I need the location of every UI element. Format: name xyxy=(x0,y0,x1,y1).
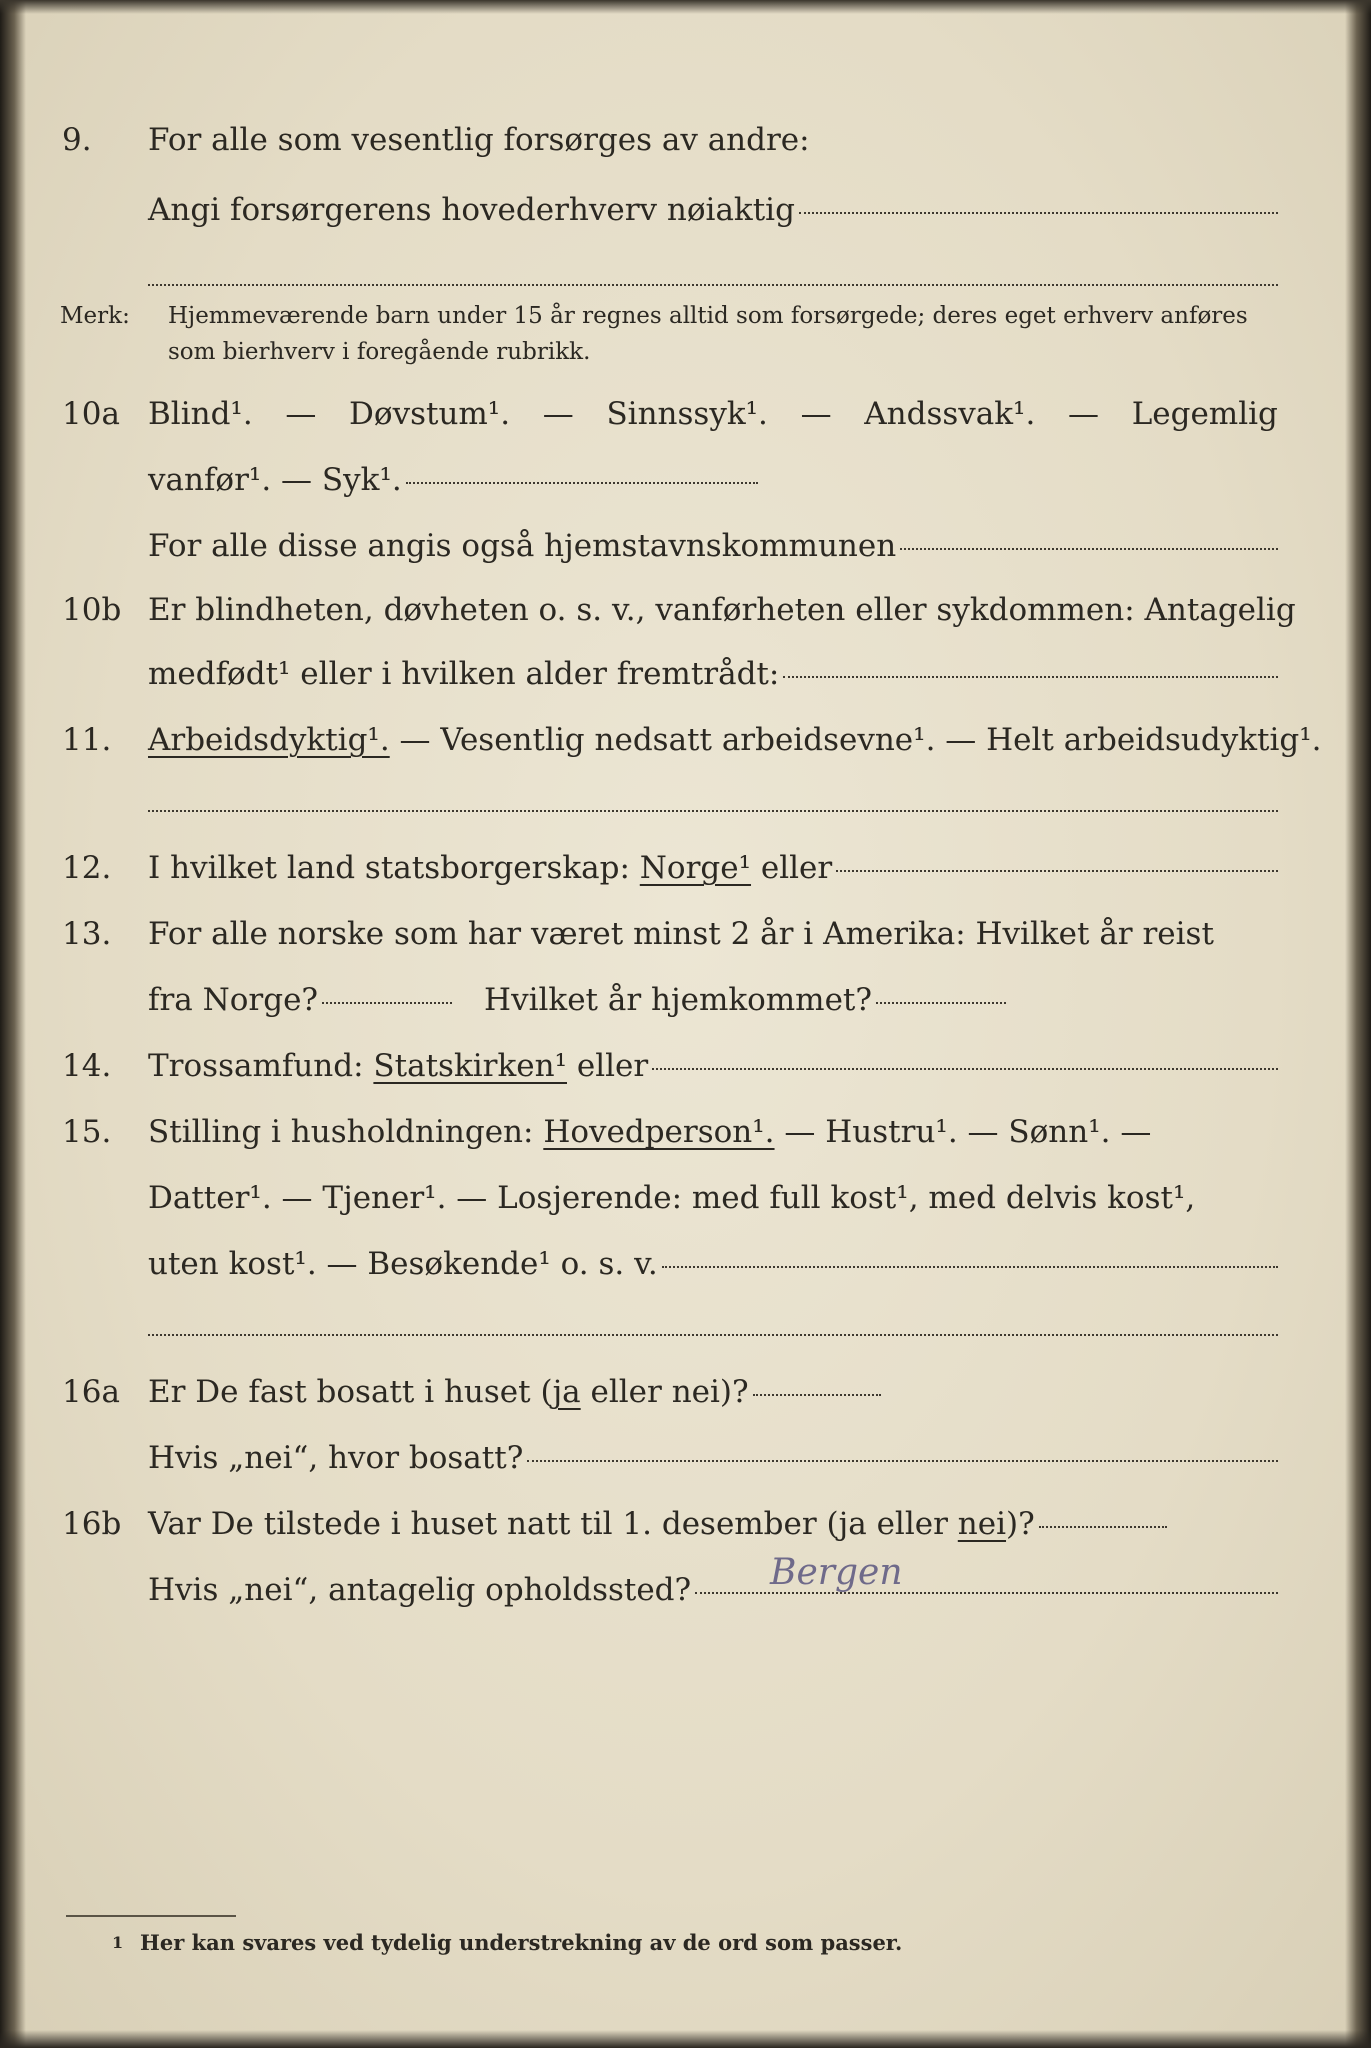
handwritten-answer-bergen: Bergen xyxy=(770,1552,903,1593)
q10a-option-andssvak: Andssvak¹. xyxy=(864,396,1036,432)
q9-prompt: Angi forsørgerens hovederhverv nøiaktig xyxy=(148,192,795,228)
q15-line3 xyxy=(148,1238,1278,1290)
q10a-line1 xyxy=(62,388,1278,440)
q10a-hjemstavn-field[interactable] xyxy=(900,520,1278,550)
q14-answer-field[interactable] xyxy=(652,1040,1278,1070)
merk-text: Hjemmeværende barn under 15 år regnes alltid som forsørgede; deres eget erhverv anføres som bierhverv i foregående rubrikk. xyxy=(168,303,1248,365)
q15-extra-answer-line[interactable] xyxy=(148,1334,1278,1336)
q15-options-b: Datter¹. — Tjener¹. — Losjerende: med full kost¹, med delvis kost¹, xyxy=(148,1180,1196,1216)
q9-line2 xyxy=(148,184,1278,236)
merk-note xyxy=(60,298,1280,372)
page-edge-top xyxy=(0,0,1371,14)
footnote-text: Her kan svares ved tydelig understrekning av de ord som passer. xyxy=(140,1930,903,1955)
q10a-option-blind: Blind¹. xyxy=(148,396,253,432)
q10a-option-dovstum: Døvstum¹. xyxy=(349,396,511,432)
q10b-line2 xyxy=(148,648,1278,700)
q9-answer-field[interactable] xyxy=(799,184,1278,214)
q10a-hjemstavn-prompt: For alle disse angis også hjemstavnskommunen xyxy=(148,528,897,564)
q13-line2 xyxy=(148,974,1278,1026)
q12-line xyxy=(62,842,1278,894)
q12-selected-country[interactable]: Norge¹ xyxy=(639,850,752,886)
q16b-answer-field[interactable] xyxy=(1039,1498,1167,1528)
q14-line xyxy=(62,1040,1278,1092)
q9-number: 9. xyxy=(62,122,92,158)
q15-options-a: — Hustru¹. — Sønn¹. — xyxy=(774,1114,1152,1150)
page-edge-bottom xyxy=(0,2030,1371,2048)
q15-line1 xyxy=(62,1106,1278,1158)
q13-hjemkommet-field[interactable] xyxy=(876,974,1006,1004)
q12-or: eller xyxy=(751,850,833,886)
q11-selected-option[interactable]: Arbeidsdyktig¹. xyxy=(148,722,390,758)
q10a-option-sinnssyk: Sinnssyk¹. xyxy=(606,396,768,432)
q12-prompt: I hvilket land statsborgerskap: xyxy=(148,850,640,886)
q10a-number: 10a xyxy=(62,396,120,432)
q15-prompt: Stilling i husholdningen: xyxy=(148,1114,544,1150)
q10b-number: 10b xyxy=(62,592,122,628)
merk-label: Merk: xyxy=(60,303,130,329)
q16a-line2 xyxy=(148,1432,1278,1484)
q13-line1 xyxy=(62,908,1278,960)
q15-selected-option[interactable]: Hovedperson¹. xyxy=(543,1114,775,1150)
q16a-bosatt-prompt: Hvis „nei“, hvor bosatt? xyxy=(148,1440,524,1476)
q10a-dash: — xyxy=(542,396,574,432)
q10a-line3 xyxy=(148,520,1278,572)
q11-extra-answer-line[interactable] xyxy=(148,810,1278,812)
q15-options-c: uten kost¹. — Besøkende¹ o. s. v. xyxy=(148,1246,658,1282)
q16b-prompt-b: )? xyxy=(1006,1506,1035,1542)
q16a-prompt-a: Er De fast bosatt i huset ( xyxy=(148,1374,553,1410)
q9-text: For alle som vesentlig forsørges av andre: xyxy=(148,122,810,158)
q12-answer-field[interactable] xyxy=(836,842,1278,872)
q14-number: 14. xyxy=(62,1048,112,1084)
q16a-selected-answer[interactable]: ja xyxy=(552,1374,581,1410)
q13-text: For alle norske som har været minst 2 år i Amerika: Hvilket år reist xyxy=(148,916,1214,952)
q10b-prompt: medfødt¹ eller i hvilken alder fremtrådt: xyxy=(148,656,780,692)
q14-or: eller xyxy=(567,1048,649,1084)
q10a-vanfor-syk: vanfør¹. — Syk¹. xyxy=(148,462,402,498)
q9-extra-answer-line[interactable] xyxy=(148,284,1278,286)
q13-hjemkommet-prompt: Hvilket år hjemkommet? xyxy=(484,982,873,1018)
q10a-line2 xyxy=(148,454,1278,506)
q10a-dash: — xyxy=(800,396,832,432)
q16b-number: 16b xyxy=(62,1506,122,1542)
q16b-prompt-a: Var De tilstede i huset natt til 1. desember (ja eller xyxy=(148,1506,958,1542)
q10a-option-legemlig: Legemlig xyxy=(1131,396,1278,432)
q13-reist-prompt: fra Norge? xyxy=(148,982,319,1018)
page-edge-left xyxy=(0,0,26,2048)
q10b-text: Er blindheten, døvheten o. s. v., vanførheten eller sykdommen: Antagelig xyxy=(148,592,1296,628)
q16b-opholdssted-prompt: Hvis „nei“, antagelig opholdssted? xyxy=(148,1572,692,1608)
q14-prompt: Trossamfund: xyxy=(148,1048,374,1084)
q16a-prompt-b: eller nei)? xyxy=(580,1374,749,1410)
q11-number: 11. xyxy=(62,722,112,758)
q10b-answer-field[interactable] xyxy=(783,648,1278,678)
q16a-bosatt-field[interactable] xyxy=(527,1432,1278,1462)
page-edge-right xyxy=(1345,0,1371,2048)
footnote-rule xyxy=(66,1915,236,1917)
q15-number: 15. xyxy=(62,1114,112,1150)
footnote-mark: 1 xyxy=(112,1933,124,1952)
q10a-dash: — xyxy=(1068,396,1100,432)
q13-number: 13. xyxy=(62,916,112,952)
q11-options: — Vesentlig nedsatt arbeidsevne¹. — Helt arbeidsudyktig¹. xyxy=(389,722,1322,758)
q11-line xyxy=(62,714,1322,766)
q16a-number: 16a xyxy=(62,1374,120,1410)
q16b-selected-answer[interactable]: nei xyxy=(957,1506,1007,1542)
q16b-line2 xyxy=(148,1564,1278,1616)
q14-selected-option[interactable]: Statskirken¹ xyxy=(373,1048,567,1084)
q9-line1 xyxy=(62,114,1278,166)
q10a-dash: — xyxy=(285,396,317,432)
q15-answer-field[interactable] xyxy=(662,1238,1278,1268)
q16a-line1 xyxy=(62,1366,1278,1418)
q10a-answer-field[interactable] xyxy=(406,454,758,484)
q16b-line1 xyxy=(62,1498,1278,1550)
q15-line2 xyxy=(148,1172,1278,1224)
q10b-line1 xyxy=(62,584,1296,636)
q12-number: 12. xyxy=(62,850,112,886)
q13-reist-field[interactable] xyxy=(322,974,452,1004)
q16a-answer-field[interactable] xyxy=(753,1366,881,1396)
